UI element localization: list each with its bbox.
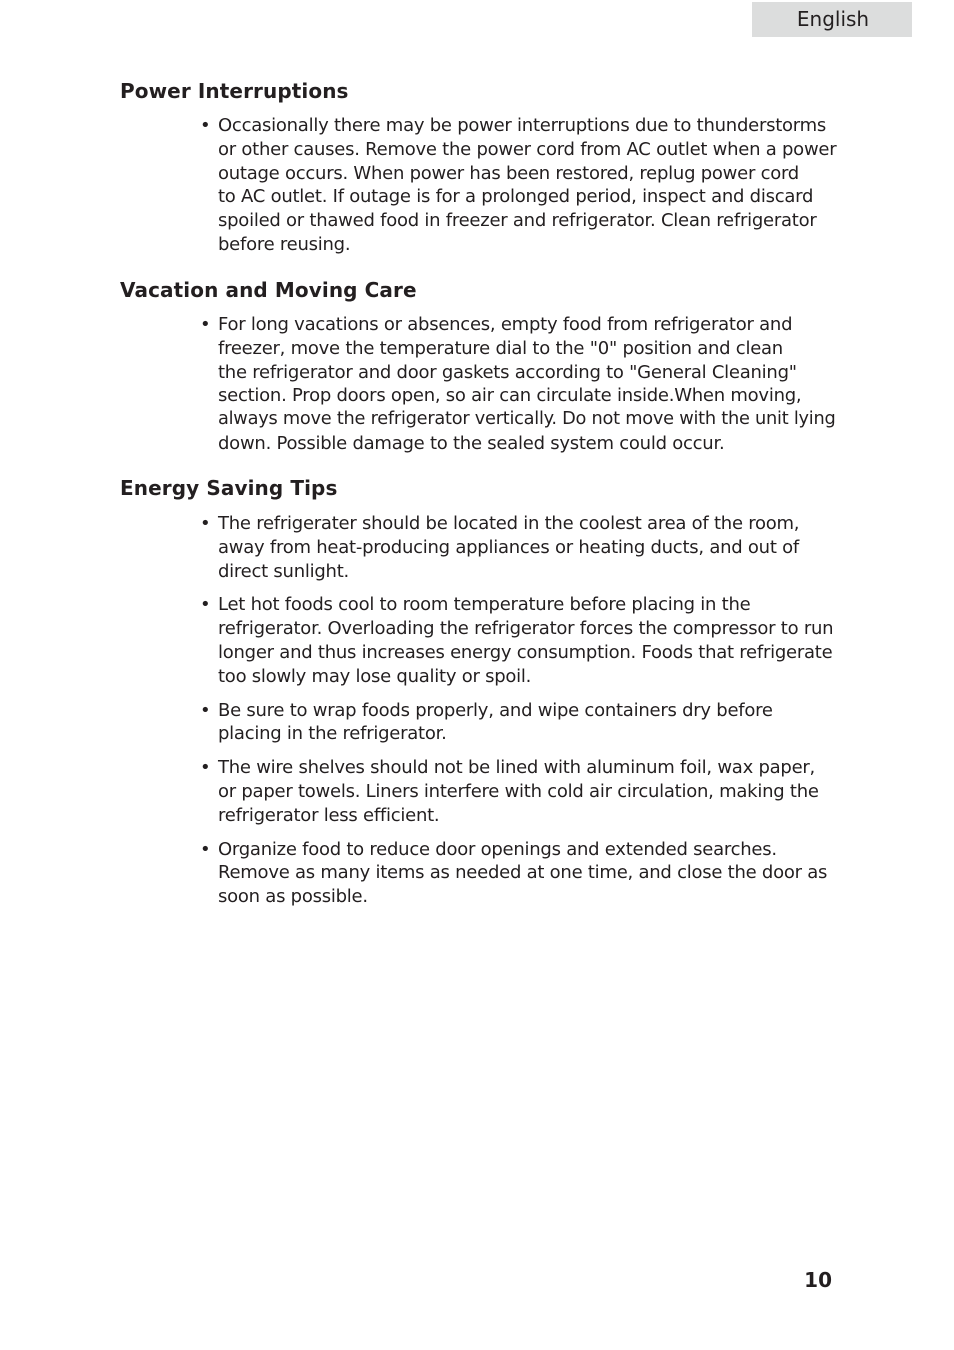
bullet-item <box>120 114 840 257</box>
text-line: Organize food to reduce door openings and extended searches. <box>218 838 777 860</box>
section-vacation-moving-care <box>120 278 840 456</box>
bullet-item <box>120 699 840 747</box>
text-line: longer and thus increases energy consumption. Foods that refrigerate <box>218 641 833 663</box>
section-energy-saving-tips <box>120 476 840 909</box>
text-line: down. Possible damage to the sealed system could occur. <box>218 432 725 454</box>
text-line: the refrigerator and door gaskets according to "General Cleaning" <box>218 361 797 383</box>
text-line: Let hot foods cool to room temperature before placing in the <box>218 594 751 616</box>
text-line: The refrigerater should be located in the coolest area of the room, <box>218 513 800 534</box>
text-line: before reusing. <box>218 233 351 255</box>
text-line: direct sunlight. <box>218 560 349 582</box>
text-line: spoiled or thawed food in freezer and refrigerator. Clean refrigerator <box>218 210 817 232</box>
bullet-icon: • <box>200 115 211 136</box>
bullet-item <box>120 756 840 827</box>
bullet-item <box>120 838 840 909</box>
text-line: Be sure to wrap foods properly, and wipe containers dry before <box>218 699 773 721</box>
text-line: or other causes. Remove the power cord from AC outlet when a power <box>218 138 837 160</box>
text-line: For long vacations or absences, empty food from refrigerator and <box>218 314 793 335</box>
bullet-icon: • <box>200 314 211 335</box>
page-number: 10 <box>804 1268 832 1292</box>
section-heading: Energy Saving Tips <box>120 476 338 500</box>
text-line: soon as possible. <box>218 886 368 908</box>
bullet-icon: • <box>200 757 211 779</box>
language-tab: English <box>752 2 912 37</box>
text-line: to AC outlet. If outage is for a prolonged period, inspect and discard <box>218 186 814 208</box>
text-line: placing in the refrigerator. <box>218 723 447 745</box>
section-power-interruptions <box>120 79 840 257</box>
bullet-icon: • <box>200 838 211 860</box>
bullet-item <box>120 593 840 688</box>
text-line: refrigerator. Overloading the refrigerator forces the compressor to run <box>218 618 834 640</box>
bullet-item <box>120 512 840 583</box>
bullet-icon: • <box>200 594 211 616</box>
text-line: outage occurs. When power has been restored, replug power cord <box>218 162 799 184</box>
section-heading: Vacation and Moving Care <box>120 278 417 302</box>
text-line: or paper towels. Liners interfere with cold air circulation, making the <box>218 780 819 802</box>
bullet-item <box>120 313 840 456</box>
section-heading: Power Interruptions <box>120 79 349 103</box>
bullet-icon: • <box>200 699 211 721</box>
text-line: Remove as many items as needed at one time, and close the door as <box>218 862 828 884</box>
text-line: freezer, move the temperature dial to the "0" position and clean <box>218 337 783 359</box>
text-line: Occasionally there may be power interruptions due to thunderstorms <box>218 115 827 136</box>
text-line: section. Prop doors open, so air can circulate inside.When moving, <box>218 385 802 407</box>
text-line: always move the refrigerator vertically. Do not move with the unit lying <box>218 409 836 430</box>
bullet-icon: • <box>200 513 211 534</box>
text-line: away from heat-producing appliances or heating ducts, and out of <box>218 536 799 558</box>
text-line: refrigerator less efficient. <box>218 804 440 826</box>
text-line: too slowly may lose quality or spoil. <box>218 665 532 687</box>
text-line: The wire shelves should not be lined with aluminum foil, wax paper, <box>218 757 816 779</box>
